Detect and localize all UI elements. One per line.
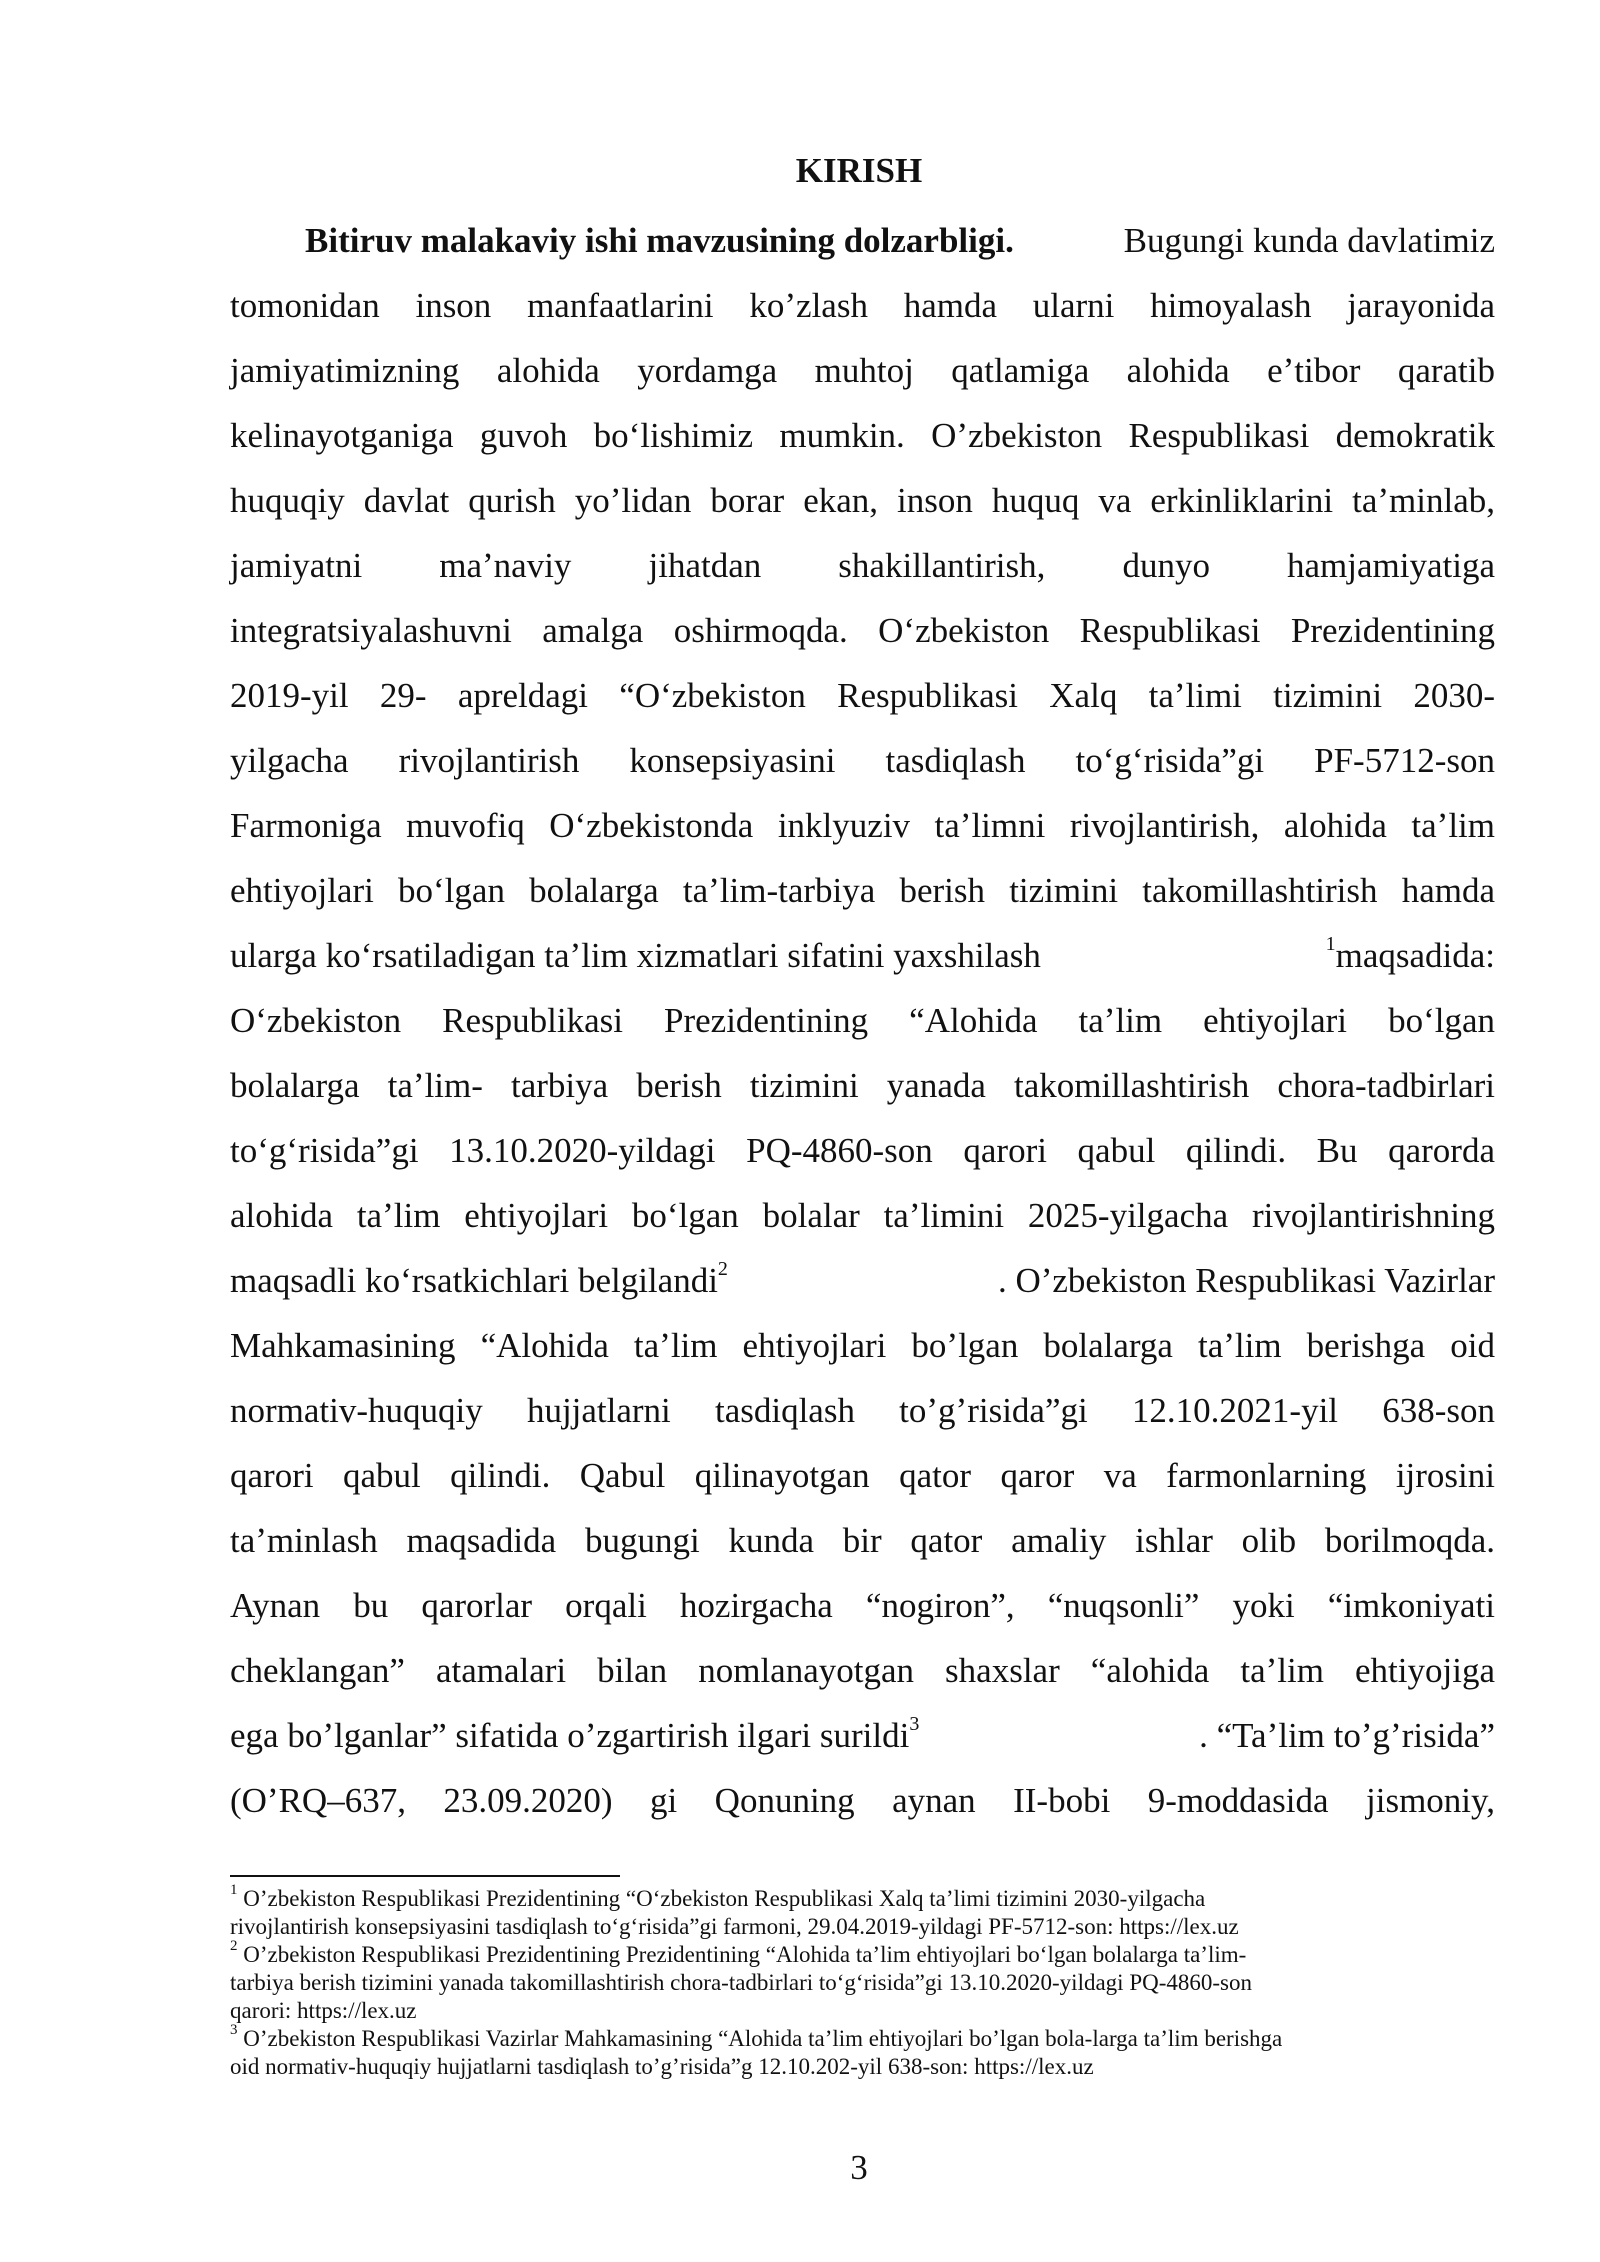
body-line: yilgacha rivojlantirish konsepsiyasini tasdiqlash toʻgʻrisida”gi PF-5712-son bbox=[230, 741, 1495, 780]
footnote-text: Oʼzbekiston Respublikasi Prezidentining “Oʻzbekiston Respublikasi Xalq taʼlimi tizimini 2030-yilgacha bbox=[243, 1886, 1206, 1911]
body-line: integratsiyalashuvni amalga oshirmoqda. Oʻzbekiston Respublikasi Prezidentining bbox=[230, 611, 1495, 650]
footnote-text: Oʼzbekiston Respublikasi Vazirlar Mahkamasining “Alohida taʼlim ehtiyojlari boʼlgan bola-larga taʼlim berishga bbox=[243, 2026, 1283, 2051]
body-line bbox=[230, 923, 1495, 988]
line-text: maqsadli koʻrsatkichlari belgilandi bbox=[230, 1261, 718, 1300]
body-line: (OʼRQ–637, 23.09.2020) gi Qonuning aynan II-bobi 9-moddasida jismoniy, bbox=[230, 1781, 1495, 1820]
section-title: KIRISH bbox=[795, 151, 923, 190]
line-text-with-footnote bbox=[230, 1703, 919, 1768]
footnote-number: 2 bbox=[230, 1938, 238, 1955]
body-line: jamiyatni maʼnaviy jihatdan shakillantirish, dunyo hamjamiyatiga bbox=[230, 546, 1495, 585]
body-line: toʻgʻrisida”gi 13.10.2020-yildagi PQ-4860-son qarori qabul qilindi. Bu qarorda bbox=[230, 1131, 1495, 1170]
footnote-line: oid normativ-huquqiy hujjatlarni tasdiqlash toʼgʼrisida”g 12.10.202-yil 638-son: https://lex.uz bbox=[230, 2054, 1094, 2079]
body-line: Oʻzbekiston Respublikasi Prezidentining “Alohida taʼlim ehtiyojlari boʻlgan bbox=[230, 1001, 1495, 1040]
body-line: ehtiyojlari boʻlgan bolalarga taʼlim-tarbiya berish tizimini takomillashtirish hamda bbox=[230, 871, 1495, 910]
footnote-ref[interactable]: 3 bbox=[909, 1713, 920, 1736]
body-line: alohida taʼlim ehtiyojlari boʻlgan bolalar taʼlimini 2025-yilgacha rivojlantirishning bbox=[230, 1196, 1495, 1235]
body-line: bolalarga taʼlim- tarbiya berish tizimini yanada takomillashtirish chora-tadbirlari bbox=[230, 1066, 1495, 1105]
footnotes bbox=[230, 1882, 1495, 2081]
line-text: maqsadida: bbox=[1335, 936, 1495, 975]
footnote-1 bbox=[230, 1882, 1495, 1941]
footnote-separator bbox=[230, 1875, 620, 1877]
footnote-line: qarori: https://lex.uz bbox=[230, 1998, 417, 2023]
footnote-3 bbox=[230, 2022, 1495, 2081]
footnote-ref[interactable]: 2 bbox=[717, 1258, 728, 1281]
footnote-line: tarbiya berish tizimini yanada takomillashtirish chora-tadbirlari toʻgʻrisida”gi 13.10.2020-yildagi PQ-4860-son bbox=[230, 1970, 1252, 1995]
body-line: Aynan bu qarorlar orqali hozirgacha “nogiron”, “nuqsonli” yoki “imkoniyati bbox=[230, 1586, 1495, 1625]
body-line: 2019-yil 29- apreldagi “Oʻzbekiston Respublikasi Xalq taʼlimi tizimini 2030- bbox=[230, 676, 1495, 715]
line-text: Bugungi kunda davlatimiz bbox=[1123, 221, 1495, 260]
line-text: ularga koʻrsatiladigan taʼlim xizmatlari sifatini yaxshilash bbox=[230, 936, 1041, 975]
footnote-line bbox=[230, 2022, 1495, 2053]
body-line: jamiyatimizning alohida yordamga muhtoj qatlamiga alohida eʼtibor qaratib bbox=[230, 351, 1495, 390]
body-line bbox=[230, 1248, 1495, 1313]
footnote-line bbox=[230, 1882, 1495, 1913]
footnote-line: rivojlantirish konsepsiyasini tasdiqlash toʻgʻrisida”gi farmoni, 29.04.2019-yildagi PF-5712-son: https://lex.uz bbox=[230, 1914, 1239, 1939]
body-paragraph bbox=[230, 208, 1495, 1833]
body-line: qarori qabul qilindi. Qabul qilinayotgan qator qaror va farmonlarning ijrosini bbox=[230, 1456, 1495, 1495]
body-line: kelinayotganiga guvoh boʻlishimiz mumkin. Oʼzbekiston Respublikasi demokratik bbox=[230, 416, 1495, 455]
footnote-text: Oʼzbekiston Respublikasi Prezidentining Prezidentining “Alohida taʼlim ehtiyojlari boʻlgan bolalarga taʼlim- bbox=[243, 1942, 1247, 1967]
body-line: tomonidan inson manfaatlarini koʼzlash hamda ularni himoyalash jarayonida bbox=[230, 286, 1495, 325]
body-line: taʼminlash maqsadida bugungi kunda bir qator amaliy ishlar olib borilmoqda. bbox=[230, 1521, 1495, 1560]
footnote-number: 3 bbox=[230, 2022, 238, 2039]
line-text: . “Taʼlim toʼgʼrisida” bbox=[1199, 1716, 1495, 1755]
body-line bbox=[230, 208, 1495, 273]
body-line: normativ-huquqiy hujjatlarni tasdiqlash toʼgʼrisida”gi 12.10.2021-yil 638-son bbox=[230, 1391, 1495, 1430]
footnote-line bbox=[230, 1938, 1495, 1969]
line-text: . Oʼzbekiston Respublikasi Vazirlar bbox=[997, 1261, 1495, 1300]
line-text-with-footnote bbox=[1326, 923, 1495, 988]
line-text-with-footnote bbox=[230, 1248, 728, 1313]
footnote-2 bbox=[230, 1938, 1495, 2025]
body-line: cheklangan” atamalari bilan nomlanayotgan shaxslar “alohida taʼlim ehtiyojiga bbox=[230, 1651, 1495, 1690]
footnote-number: 1 bbox=[230, 1882, 238, 1899]
body-line bbox=[230, 1703, 1495, 1768]
body-line: huquqiy davlat qurish yoʼlidan borar ekan, inson huquq va erkinliklarini taʼminlab, bbox=[230, 481, 1495, 520]
footnote-ref[interactable]: 1 bbox=[1325, 933, 1336, 956]
body-line: Mahkamasining “Alohida taʼlim ehtiyojlari boʼlgan bolalarga taʼlim berishga oid bbox=[230, 1326, 1495, 1365]
page-number: 3 bbox=[850, 2148, 868, 2187]
line-text: ega boʼlganlar” sifatida oʼzgartirish ilgari surildi bbox=[230, 1716, 910, 1755]
body-line: Farmoniga muvofiq Oʻzbekistonda inklyuziv taʼlimni rivojlantirish, alohida taʼlim bbox=[230, 806, 1495, 845]
lead-heading: Bitiruv malakaviy ishi mavzusining dolzarbligi. bbox=[305, 221, 1014, 260]
